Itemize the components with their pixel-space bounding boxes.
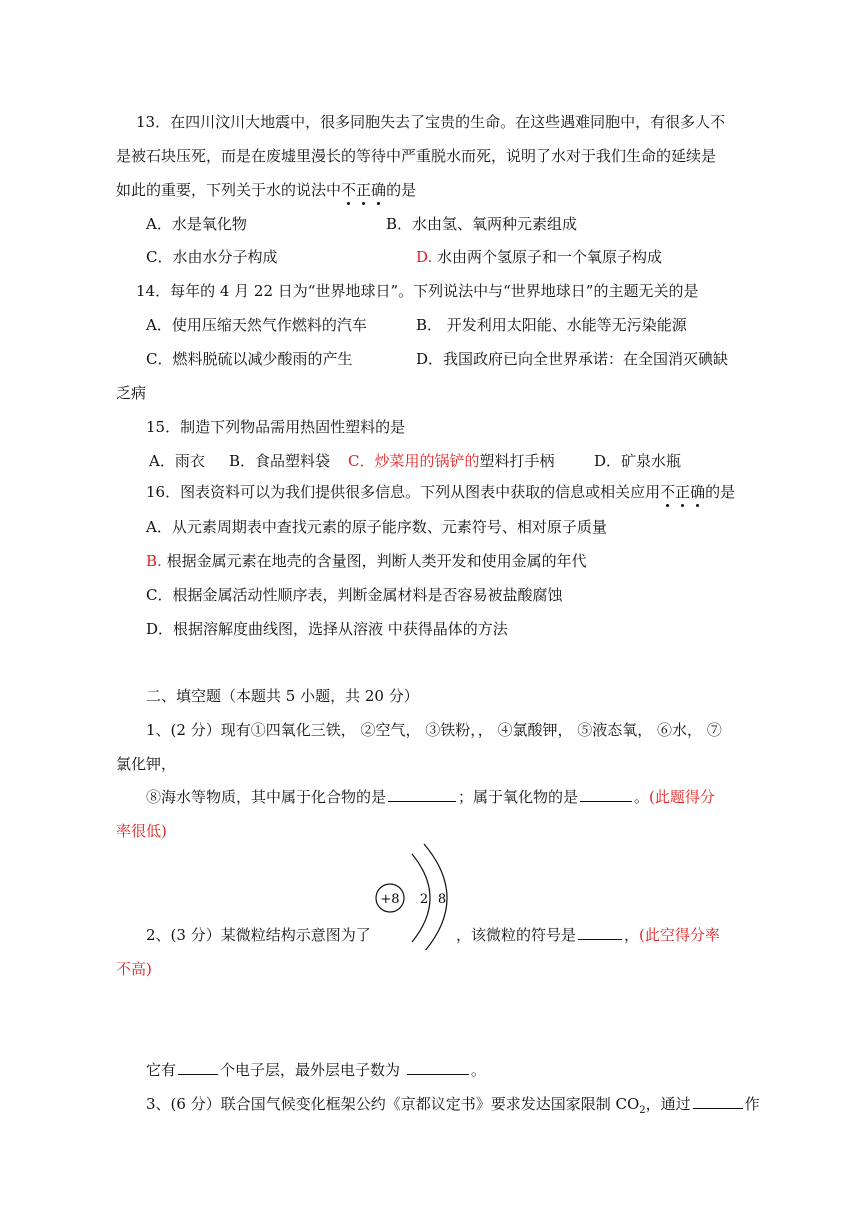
q16-stem: 16．图表资料可以为我们提供很多信息。下列从图表中获取的信息或相关应用不正确的是 — [146, 483, 736, 501]
q14-option-c: C．燃料脱硫以减少酸雨的产生 — [146, 350, 353, 368]
q14-option-d-cont: 乏病 — [116, 384, 147, 402]
q13-option-c: C．水由水分子构成 — [146, 248, 278, 266]
q14-option-a: A．使用压缩天然气作燃料的汽车 — [146, 316, 367, 334]
q15-stem: 15．制造下列物品需用热固性塑料的是 — [146, 418, 406, 436]
fill1-line2: 氯化钾， — [116, 755, 177, 773]
answer-blank[interactable] — [578, 925, 622, 940]
q16-option-c: C．根据金属活动性顺序表，判断金属材料是否容易被盐酸腐蚀 — [146, 586, 563, 604]
q15-option-a: A．雨衣 — [149, 452, 205, 470]
fill3-line1: 3、(6 分）联合国气候变化框架公约《京都议定书》要求发达国家限制 $CO_2$，通过 作 — [146, 1095, 760, 1116]
answer-blank[interactable] — [580, 787, 632, 802]
shell1-count: 2 — [419, 892, 429, 907]
q13-stem-line3: 如此的重要，下列关于水的说法中不正确的是 — [116, 181, 417, 199]
q13-stem-line1: 13．在四川汶川大地震中，很多同胞失去了宝贵的生命。在这些遇难同胞中，有很多人不 — [136, 113, 726, 131]
fill1-line3: ⑧海水等物质，其中属于化合物的是 ；属于氧化物的是 。(此题得分 — [146, 788, 715, 806]
q13-answer-marker: D. — [416, 248, 433, 266]
fill2-line2: 它有 个电子层，最外层电子数为 。 — [146, 1061, 486, 1079]
q14-option-d: D．我国政府已向全世界承诺：在全国消灭碘缺 — [416, 350, 729, 368]
answer-blank[interactable] — [693, 1094, 743, 1109]
q13-option-d: D. 水由两个氢原子和一个氧原子构成 — [416, 248, 663, 266]
teacher-note: (此空得分率 — [639, 926, 720, 944]
q16-answer-marker: B. — [146, 552, 162, 570]
q15-option-d: D．矿泉水瓶 — [594, 452, 682, 470]
fill2-text-b: ，该微粒的符号是 ，(此空得分率 — [456, 926, 720, 944]
nucleus-charge: +8 — [380, 892, 400, 907]
answer-blank[interactable] — [178, 1060, 218, 1075]
q14-option-b: B． 开发利用太阳能、水能等无污染能源 — [416, 316, 687, 334]
answer-blank[interactable] — [407, 1060, 469, 1075]
q16-option-a: A．从元素周期表中查找元素的原子能序数、元素符号、相对原子质量 — [146, 518, 607, 536]
answer-blank[interactable] — [388, 787, 456, 802]
q15-option-b: B．食品塑料袋 — [229, 452, 331, 470]
q13-option-b: B．水由氢、氧两种元素组成 — [386, 215, 578, 233]
q16-option-b: B. 根据金属元素在地壳的含量图，判断人类开发和使用金属的年代 — [146, 552, 587, 570]
fill1-line1: 1、(2 分）现有①四氧化三铁， ②空气， ③铁粉，， ④氯酸钾， ⑤液态氧， ⑥水， ⑦ — [146, 721, 722, 739]
fill2-text-a: 2、(3 分）某微粒结构示意图为了 — [146, 926, 371, 944]
shell2-count: 8 — [437, 892, 447, 907]
teacher-note-cont: 率很低) — [116, 822, 167, 840]
q15-option-c: C．炒菜用的锅铲的塑料打手柄 — [348, 452, 555, 470]
q14-stem: 14．每年的 4 月 22 日为“世界地球日”。下列说法中与“世界地球日”的主题无关的是 — [136, 282, 699, 300]
q16-option-d: D．根据溶解度曲线图，选择从溶液 中获得晶体的方法 — [146, 620, 508, 638]
teacher-note: (此题得分 — [649, 788, 715, 806]
q15-answer-marker: C．炒菜用的锅铲的 — [348, 452, 480, 470]
q13-option-a: A．水是氧化物 — [146, 215, 247, 233]
section-heading: 二、填空题（本题共 5 小题，共 20 分） — [146, 687, 419, 705]
q13-stem-line2: 是被石块压死，而是在废墟里漫长的等待中严重脱水而死，说明了水对于我们生命的延续是 — [116, 147, 717, 165]
teacher-note-cont: 不高) — [116, 960, 152, 978]
